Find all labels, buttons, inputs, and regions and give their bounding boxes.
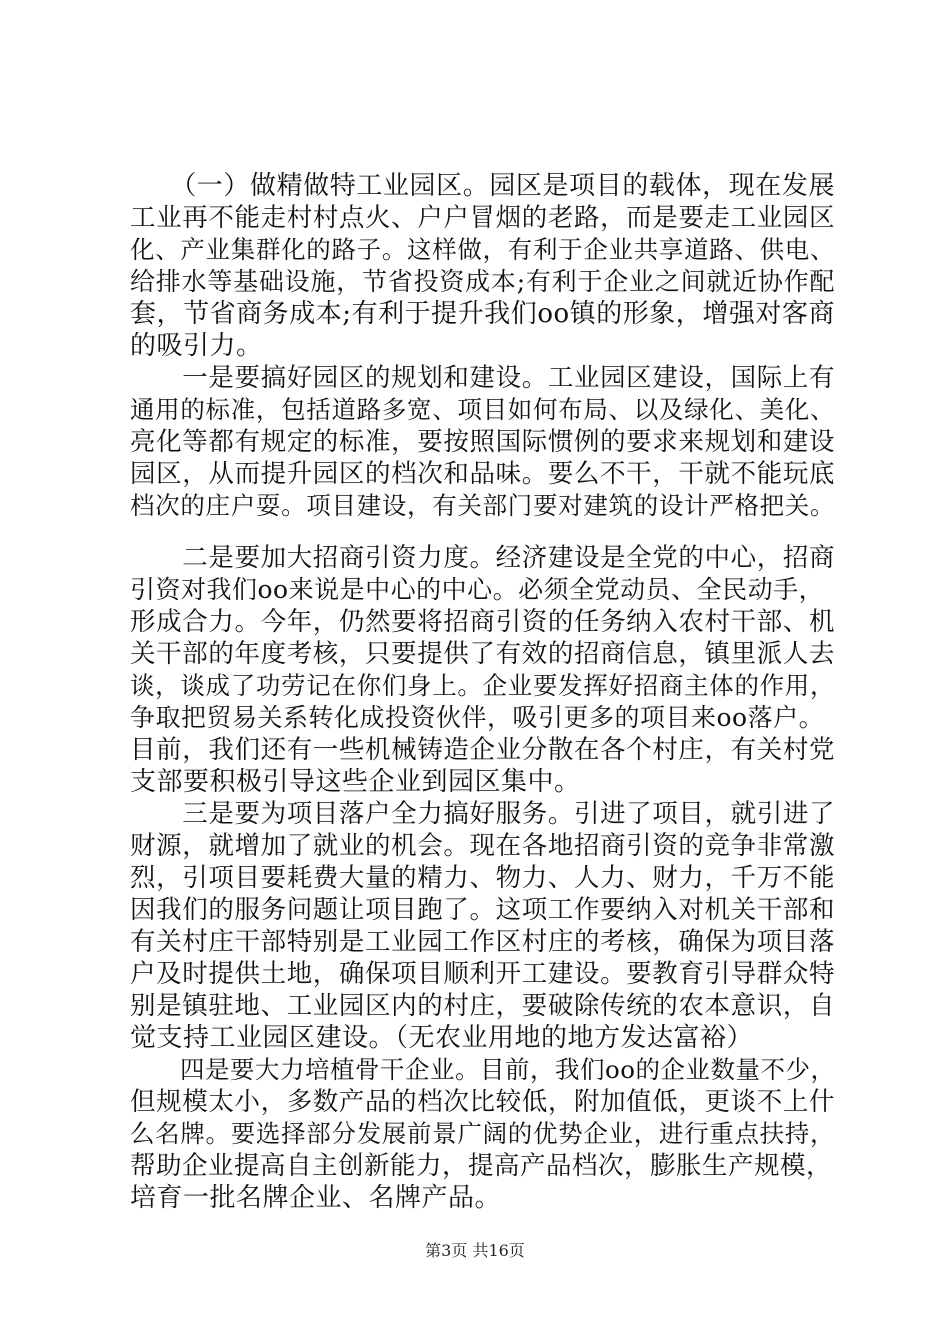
text-line: 烈，引项目要耗费大量的精力、物力、人力、财力，千万不能 <box>130 863 835 893</box>
text-line: 财源，就增加了就业的机会。现在各地招商引资的竞争非常激 <box>130 831 835 861</box>
text-line: 因我们的服务问题让项目跑了。这项工作要纳入对机关干部和 <box>130 895 835 925</box>
text-line: 二是要加大招商引资力度。经济建设是全党的中心，招商 <box>130 543 835 573</box>
paragraph-service <box>130 798 835 1054</box>
text-line: 化、产业集群化的路子。这样做，有利于企业共享道路、供电、 <box>130 235 835 264</box>
paragraph-spacer <box>130 522 835 542</box>
text-line: 亮化等都有规定的标准，要按照国际惯例的要求来规划和建设 <box>130 427 835 457</box>
page-number-footer: 第3页 共16页 <box>425 1241 525 1260</box>
text-line: 给排水等基础设施，节省投资成本;有利于企业之间就近协作配 <box>130 267 835 296</box>
text-line: 三是要为项目落户全力搞好服务。引进了项目，就引进了 <box>130 799 835 829</box>
text-line: 别是镇驻地、工业园区内的村庄，要破除传统的农本意识，自 <box>130 991 835 1021</box>
text-line: 但规模太小，多数产品的档次比较低，附加值低，更谈不上什 <box>130 1087 835 1117</box>
text-line: 觉支持工业园区建设。（无农业用地的地方发达富裕） <box>130 1023 754 1053</box>
paragraph-investment <box>130 542 835 798</box>
text-line: 工业再不能走村村点火、户户冒烟的老路，而是要走工业园区 <box>130 203 835 233</box>
paragraph-planning <box>130 362 835 522</box>
text-line: 形成合力。今年，仍然要将招商引资的任务纳入农村干部、机 <box>130 607 835 637</box>
text-line: 培育一批名牌企业、名牌产品。 <box>130 1183 502 1213</box>
text-line: 谈，谈成了功劳记在你们身上。企业要发挥好招商主体的作用， <box>130 671 835 700</box>
text-line: 的吸引力。 <box>130 331 263 361</box>
text-line: 一是要搞好园区的规划和建设。工业园区建设，国际上有 <box>130 363 835 393</box>
text-line: 档次的庄户耍。项目建设，有关部门要对建筑的设计严格把关。 <box>130 491 835 520</box>
text-line: （一）做精做特工业园区。园区是项目的载体，现在发展 <box>130 171 835 201</box>
text-line: 引资对我们oo来说是中心的中心。必须全党动员、全民动手， <box>130 575 825 604</box>
text-line: 四是要大力培植骨干企业。目前，我们oo的企业数量不少， <box>130 1055 836 1084</box>
text-line: 关干部的年度考核，只要提供了有效的招商信息，镇里派人去 <box>130 639 835 669</box>
paragraph-industrial-park <box>130 170 835 362</box>
paragraph-key-enterprises <box>130 1054 835 1214</box>
text-line: 有关村庄干部特别是工业园工作区村庄的考核，确保为项目落 <box>130 927 835 957</box>
text-line: 帮助企业提高自主创新能力，提高产品档次，膨胀生产规模， <box>130 1151 833 1181</box>
text-line: 户及时提供土地，确保项目顺利开工建设。要教育引导群众特 <box>130 959 835 989</box>
text-line: 争取把贸易关系转化成投资伙伴，吸引更多的项目来oo落户。 <box>130 703 825 732</box>
body-text <box>130 170 835 1214</box>
text-line: 目前，我们还有一些机械铸造企业分散在各个村庄，有关村党 <box>130 735 835 765</box>
text-line: 套，节省商务成本;有利于提升我们oo镇的形象，增强对客商 <box>130 299 835 329</box>
text-line: 支部要积极引导这些企业到园区集中。 <box>130 767 581 797</box>
text-line: 园区，从而提升园区的档次和品味。要么不干，干就不能玩底 <box>130 459 835 489</box>
text-line: 么名牌。要选择部分发展前景广阔的优势企业，进行重点扶持， <box>130 1119 835 1148</box>
text-line: 通用的标准，包括道路多宽、项目如何布局、以及绿化、美化、 <box>130 395 835 424</box>
